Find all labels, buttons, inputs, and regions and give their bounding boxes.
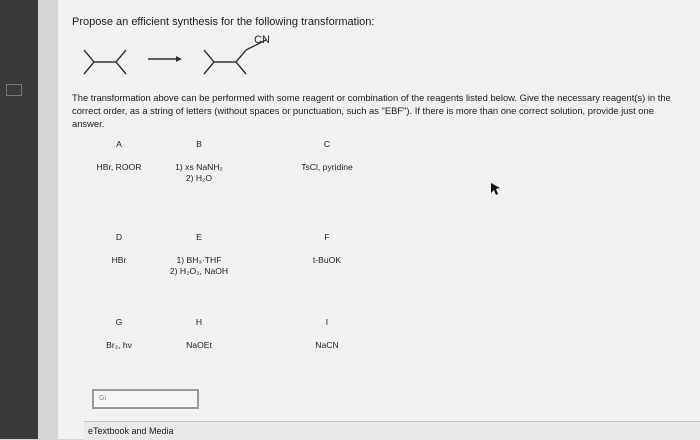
option-f	[282, 232, 372, 266]
option-letter: B	[196, 139, 202, 149]
product-group-label: CN	[254, 34, 270, 46]
reaction-scheme	[72, 30, 322, 90]
option-reagent: 2) H₂O₂, NaOH	[169, 266, 229, 276]
etextbook-link[interactable]: eTextbook and Media	[88, 426, 174, 436]
option-letter: A	[116, 139, 122, 149]
question-instructions: The transformation above can be performed with some reagent or combination of the reagents listed below. Give the necessary reagent(s) in the correct order, as a string of letters (without spaces or punctuation, such as "EBF"). If there is more than one correct solution, provide just one answer.	[72, 92, 671, 129]
option-e	[154, 232, 244, 277]
option-reagent: Br₂, hν	[106, 340, 132, 350]
option-letter: D	[115, 232, 123, 242]
option-h	[154, 317, 244, 351]
option-reagent: t-BuOK	[312, 255, 342, 265]
option-letter: G	[115, 317, 123, 327]
sidebar-marker	[6, 84, 22, 96]
left-sidebar	[0, 0, 38, 439]
option-reagent: 2) H₂O	[185, 173, 213, 183]
option-reagent: 1) xs NaNH₂	[175, 162, 223, 172]
option-i	[282, 317, 372, 351]
reaction-arrowhead	[176, 56, 182, 62]
answer-input[interactable]	[92, 389, 199, 409]
option-reagent: 1) BH₃·THF	[176, 255, 222, 265]
option-d	[74, 232, 164, 266]
option-reagent: HBr	[111, 255, 127, 265]
option-reagent: NaCN	[315, 340, 339, 350]
mouse-cursor-icon	[490, 182, 502, 196]
option-letter: I	[325, 317, 329, 327]
question-card	[58, 0, 700, 439]
option-reagent: NaOEt	[186, 340, 212, 350]
option-g	[74, 317, 164, 351]
option-letter: C	[323, 139, 331, 149]
option-letter: E	[196, 232, 202, 242]
answer-placeholder: Gi	[99, 395, 106, 402]
option-b	[154, 139, 244, 184]
option-letter: F	[324, 232, 330, 242]
starting-material-structure	[84, 50, 126, 74]
footer-bar	[84, 421, 700, 440]
option-letter: H	[195, 317, 203, 327]
question-title: Propose an efficient synthesis for the following transformation:	[72, 16, 375, 28]
option-c	[282, 139, 372, 173]
option-reagent: TsCl, pyridine	[301, 162, 353, 172]
option-reagent: HBr, ROOR	[96, 162, 142, 172]
option-a	[74, 139, 164, 173]
